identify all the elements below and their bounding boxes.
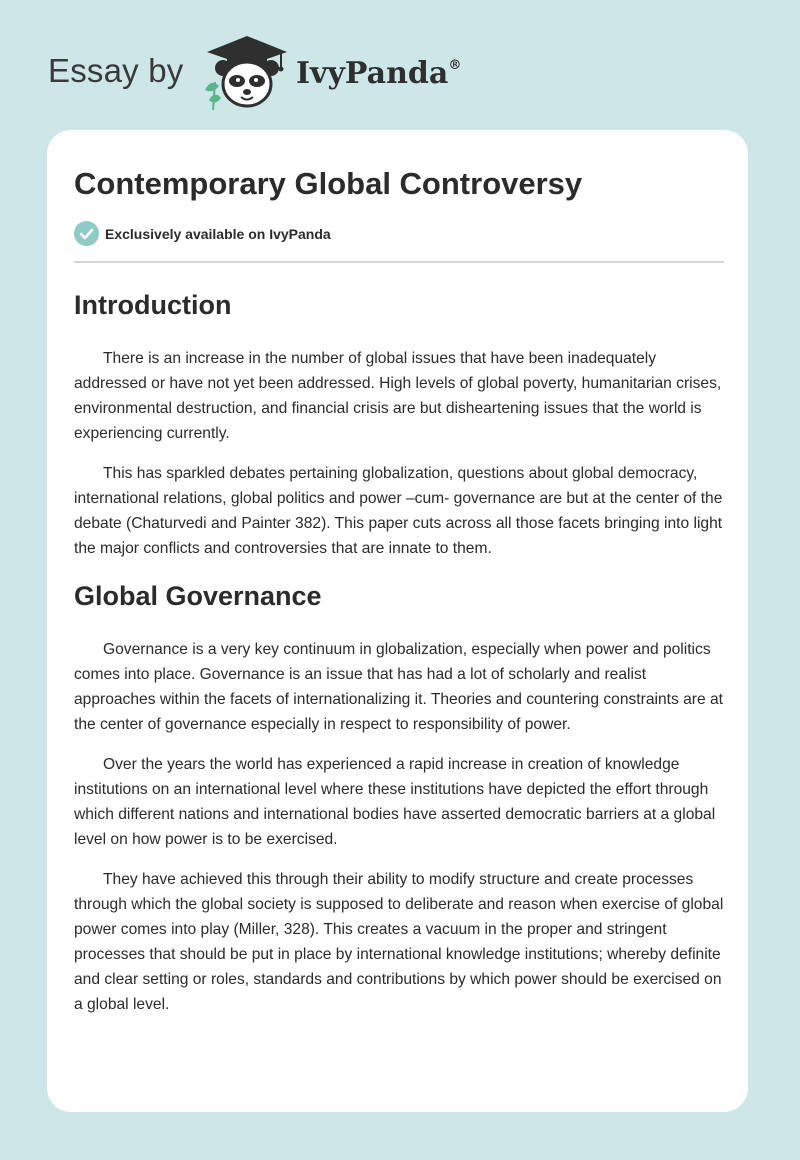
page-title: Contemporary Global Controversy [74,166,583,201]
exclusive-badge [74,221,331,246]
registered-mark: ® [448,58,462,73]
paragraph: There is an increase in the number of global issues that have been inadequately addressed or have not yet been addressed. High levels of global poverty, humanitarian crises, environmental destruction, and financial crisis are but disheartening issues that the world is experiencing currently. [74,350,722,442]
section-heading-global-governance: Global Governance [74,581,322,611]
badge-label: Exclusively available on IvyPanda [105,225,331,242]
section-heading-introduction: Introduction [74,290,232,320]
essay-card [47,130,748,1112]
essay-body [74,280,724,1017]
essay-by-label: Essay by [48,52,184,89]
paragraph: They have achieved this through their ability to modify structure and create processes through which the global society is supposed to deliberate and reason when exercise of global power comes into play (Miller, 328). This creates a vacuum in the proper and stringent processes that should be put in place by international knowledge institutions; whereby definite and clear setting or roles, standards and contributions by which power should be exercised on a global level. [74,871,724,1013]
paragraph: Governance is a very key continuum in globalization, especially when power and politics comes into place. Governance is an issue that has had a lot of scholarly and realist approaches within the facets of internationalizing it. Theories and countering constraints are at the center of governance especially in respect to responsibility of power. [74,641,723,733]
divider [74,261,724,263]
check-circle-icon [74,221,99,246]
panda-logo-icon[interactable] [201,34,293,115]
paragraph: Over the years the world has experienced a rapid increase in creation of knowledge institutions on an international level where these institutions have depicted the effort through which different nations and international bodies have asserted democratic barriers at a global level on how power is to be exercised. [74,756,716,848]
paragraph: This has sparkled debates pertaining globalization, questions about global democracy, international relations, global politics and power –cum- governance are but at the center of the debate (Chaturvedi and Painter 382). This paper cuts across all those facets bringing into light the major conflicts and controversies that are innate to them. [74,465,723,557]
site-header [48,30,548,110]
brand-name[interactable]: IvyPanda® [296,56,462,91]
